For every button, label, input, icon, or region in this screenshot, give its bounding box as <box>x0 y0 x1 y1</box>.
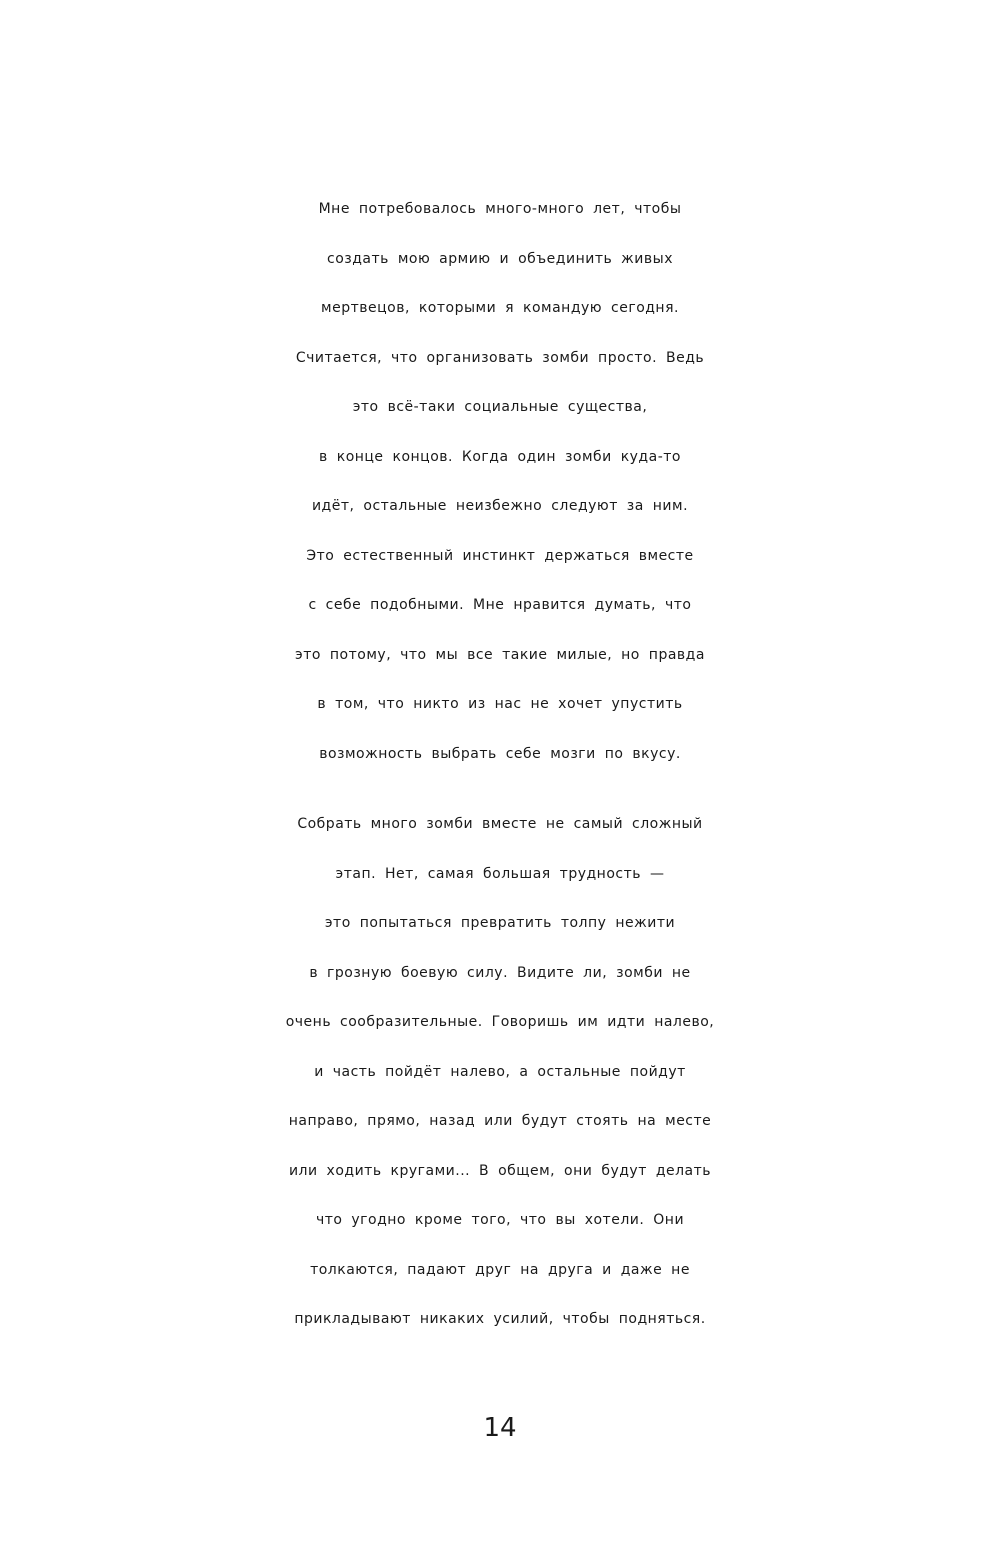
text-line: этап. Нет, самая большая трудность — <box>335 865 665 882</box>
text-line: направо, прямо, назад или будут стоять на месте <box>288 1113 712 1129</box>
text-line: это попытаться превратить толпу нежити <box>324 915 676 931</box>
text-line: Собрать много зомби вместе не самый сложный <box>297 816 703 832</box>
text-line: прикладывают никаких усилий, чтобы подняться. <box>294 1311 706 1327</box>
text-line: с себе подобными. Мне нравится думать, что <box>308 597 692 613</box>
text-line: Считается, что организовать зомби просто. Ведь <box>295 349 705 366</box>
paragraph-1 <box>0 185 1000 779</box>
text-line: или ходить кругами... В общем, они будут делать <box>288 1162 712 1179</box>
text-line: возможность выбрать себе мозги по вкусу. <box>319 745 681 762</box>
text-line: в том, что никто из нас не хочет упустить <box>317 696 683 712</box>
text-line: это всё-таки социальные существа, <box>352 399 648 415</box>
text-line: что угодно кроме того, что вы хотели. Они <box>315 1212 685 1228</box>
text-line: толкаются, падают друг на друга и даже не <box>310 1261 690 1278</box>
text-line: Это естественный инстинкт держаться вместе <box>306 547 694 564</box>
text-line: мертвецов, которыми я командую сегодня. <box>321 300 679 316</box>
page-number: 14 <box>483 1413 517 1443</box>
paragraph-2 <box>0 800 1000 1345</box>
text-line: Мне потребовалось много-много лет, чтобы <box>318 201 682 217</box>
text-line: идёт, остальные неизбежно следуют за ним. <box>311 498 689 514</box>
text-line: и часть пойдёт налево, а остальные пойдут <box>314 1063 686 1080</box>
text-line: очень сообразительные. Говоришь им идти налево, <box>285 1014 715 1030</box>
text-line: в грозную боевую силу. Видите ли, зомби не <box>309 964 691 981</box>
text-line: создать мою армию и объединить живых <box>327 250 673 267</box>
text-line: в конце концов. Когда один зомби куда-то <box>319 448 681 465</box>
text-line: это потому, что мы все такие милые, но правда <box>295 646 705 663</box>
